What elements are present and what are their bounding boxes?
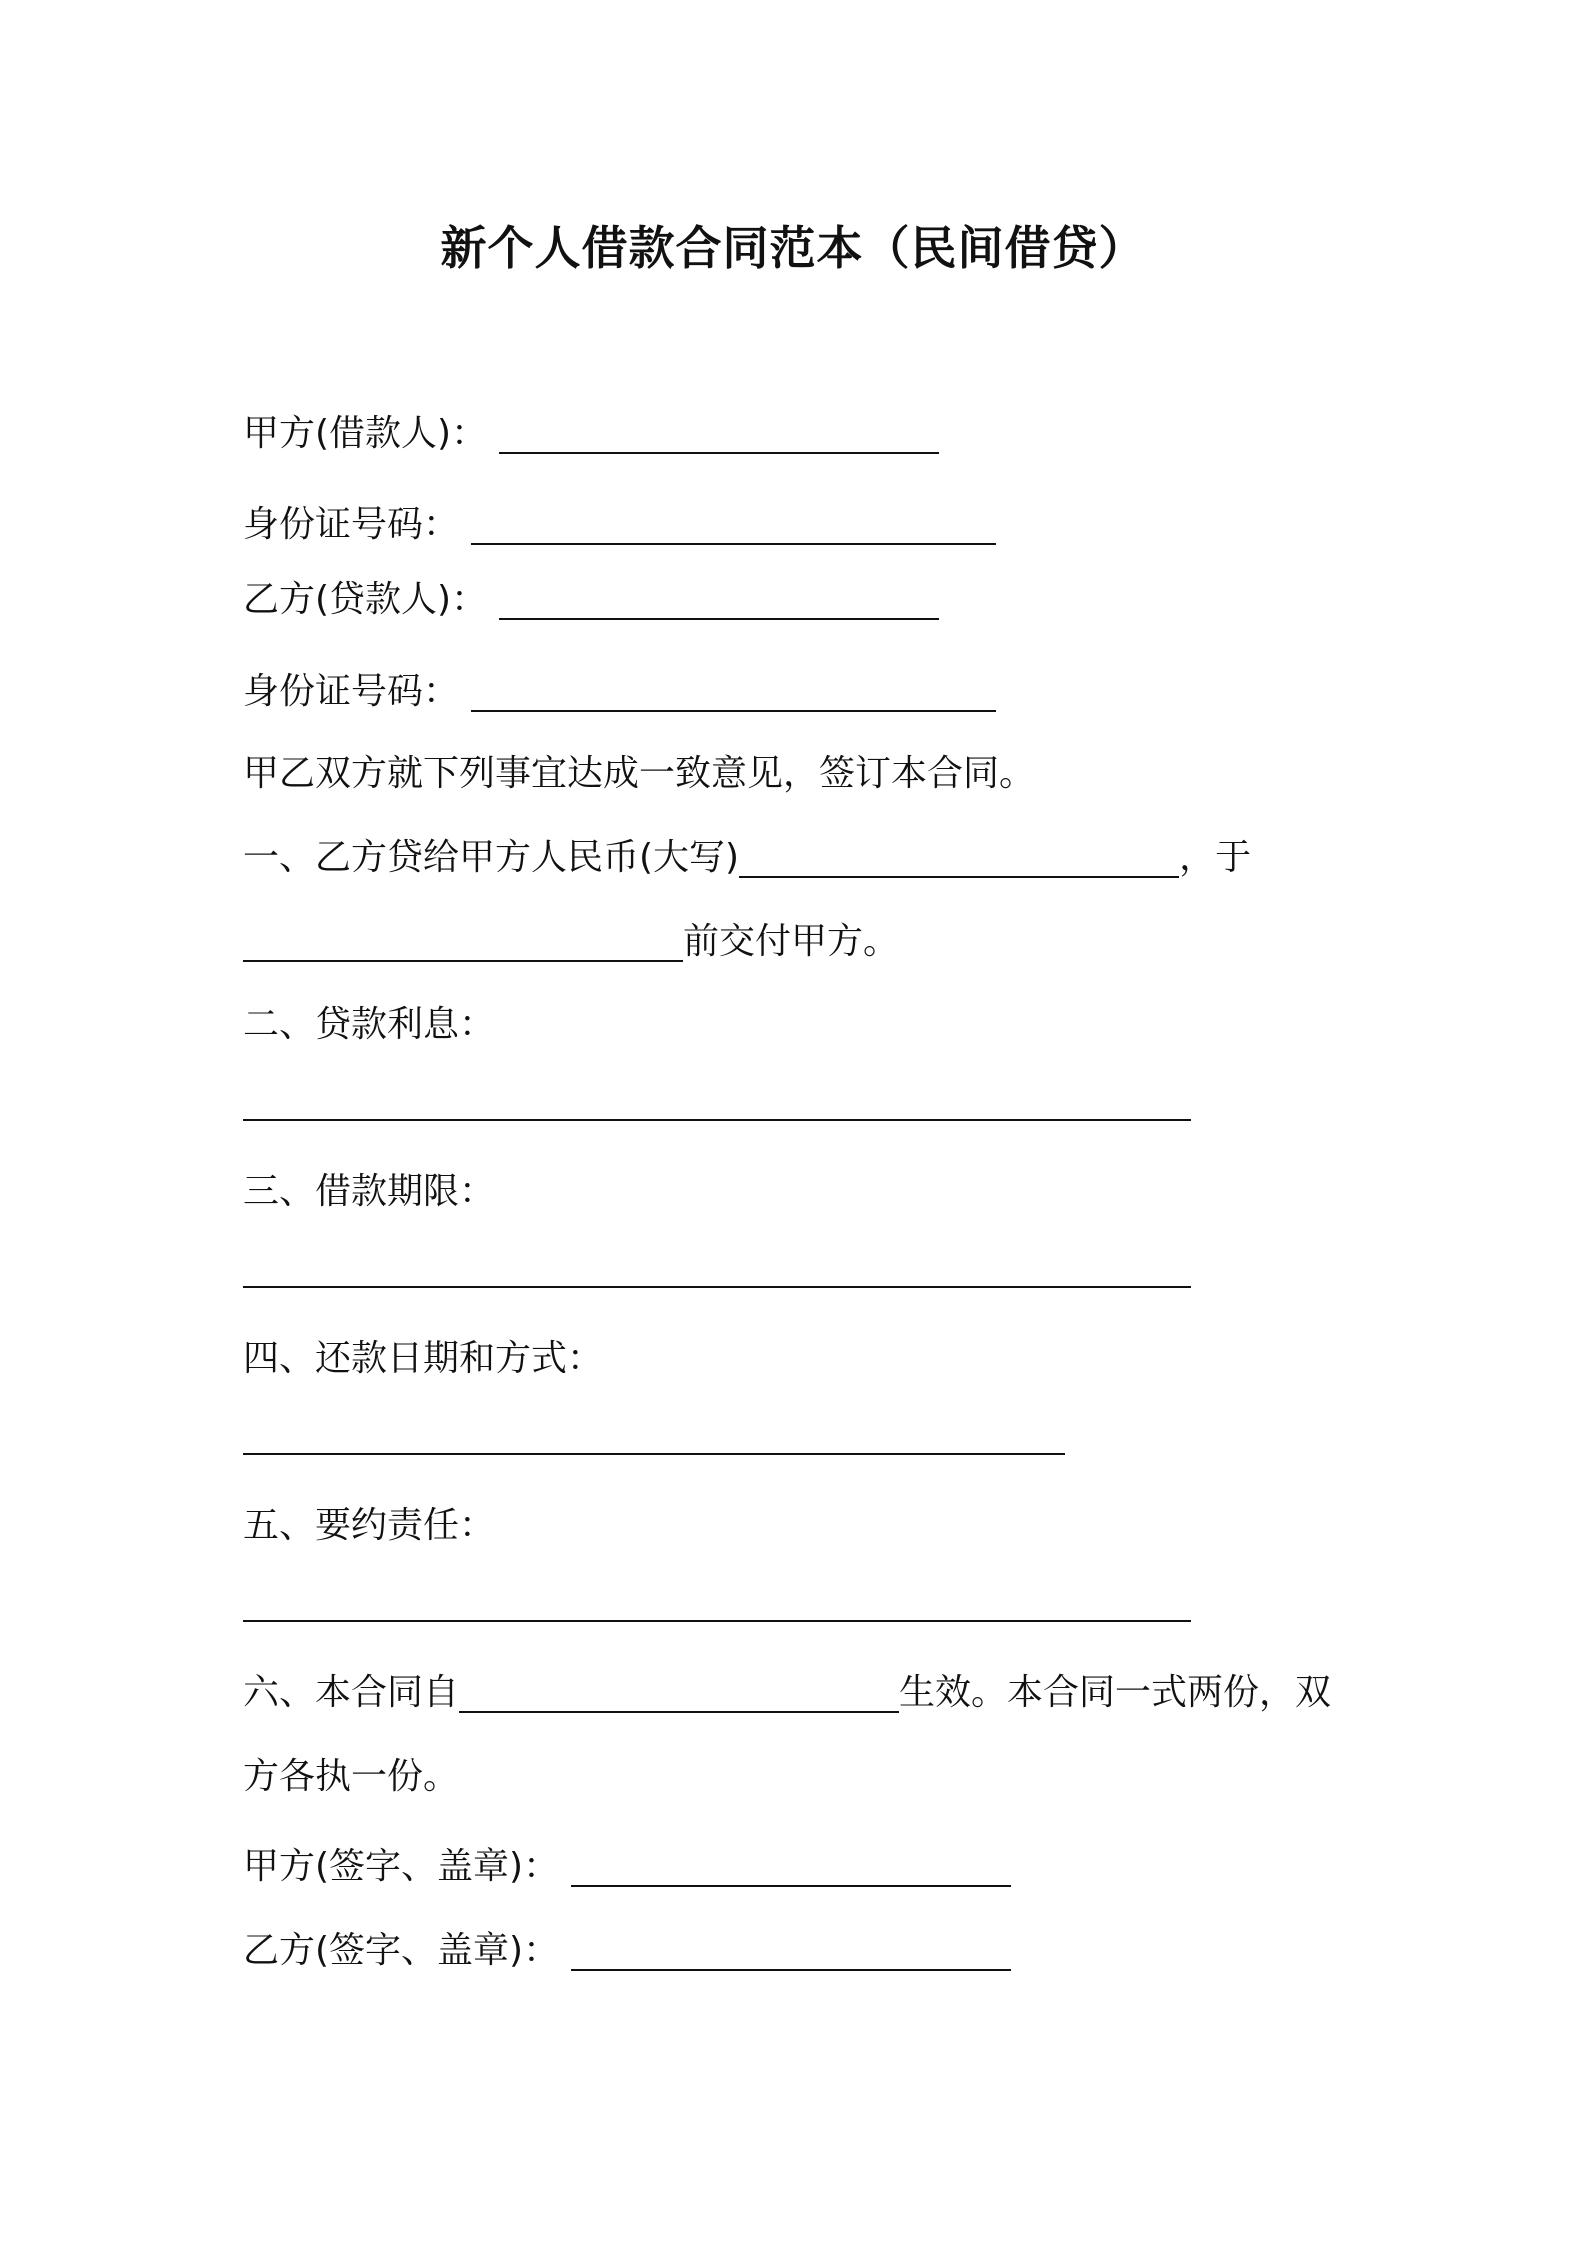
clause-6-cont: 方各执一份。 bbox=[243, 1756, 460, 1797]
sign-a-row bbox=[243, 1845, 1011, 1889]
party-a-name-field[interactable] bbox=[499, 420, 939, 454]
effective-date-field[interactable] bbox=[459, 1679, 899, 1713]
party-b-signature-field[interactable] bbox=[571, 1937, 1011, 1971]
clause-4-row bbox=[243, 1337, 603, 1381]
party-b-name-field[interactable] bbox=[499, 586, 939, 620]
clause-1-prefix: 一、乙方贷给甲方人民币(大写) bbox=[243, 837, 740, 878]
clause-1-cont-row bbox=[243, 920, 899, 964]
clause-2-row bbox=[243, 1003, 495, 1047]
liability-field[interactable] bbox=[243, 1588, 1191, 1622]
clause-5-blank-row bbox=[243, 1588, 1191, 1624]
loan-term-field[interactable] bbox=[243, 1254, 1191, 1288]
intro-text bbox=[243, 752, 1035, 796]
party-b-row bbox=[243, 578, 939, 622]
clause-6-row bbox=[243, 1671, 1331, 1715]
party-a-id-field[interactable] bbox=[471, 511, 996, 545]
document-title: 新个人借款合同范本（民间借贷） bbox=[440, 221, 1146, 275]
clause-4-label: 四、还款日期和方式： bbox=[243, 1338, 604, 1379]
party-b-label: 乙方(贷款人)： bbox=[243, 579, 488, 620]
clause-5-row bbox=[243, 1504, 495, 1548]
party-a-id-row bbox=[243, 503, 996, 547]
clause-2-label: 二、贷款利息： bbox=[243, 1004, 496, 1045]
clause-6-cont-row bbox=[243, 1755, 459, 1799]
party-a-label: 甲方(借款人)： bbox=[243, 413, 488, 454]
party-b-id-field[interactable] bbox=[471, 678, 996, 712]
party-a-signature-field[interactable] bbox=[571, 1853, 1011, 1887]
loan-amount-field[interactable] bbox=[739, 844, 1179, 878]
delivery-date-field[interactable] bbox=[243, 928, 683, 962]
id-number-label-b: 身份证号码： bbox=[243, 671, 460, 712]
clause-3-label: 三、借款期限： bbox=[243, 1171, 496, 1212]
clause-6-prefix: 六、本合同自 bbox=[243, 1672, 460, 1713]
clause-1-row bbox=[243, 836, 1251, 880]
clause-5-label: 五、要约责任： bbox=[243, 1505, 496, 1546]
clause-6-suffix: 生效。本合同一式两份，双 bbox=[899, 1672, 1332, 1713]
intro-sentence: 甲乙双方就下列事宜达成一致意见，签订本合同。 bbox=[243, 753, 1036, 794]
sign-a-label: 甲方(签字、盖章)： bbox=[243, 1846, 560, 1887]
clause-3-row bbox=[243, 1170, 495, 1214]
sign-b-row bbox=[243, 1929, 1011, 1973]
clause-1-suffix: 前交付甲方。 bbox=[683, 921, 900, 962]
clause-3-blank-row bbox=[243, 1254, 1191, 1290]
clause-4-blank-row bbox=[243, 1421, 1065, 1457]
interest-field[interactable] bbox=[243, 1087, 1191, 1121]
id-number-label-a: 身份证号码： bbox=[243, 504, 460, 545]
party-b-id-row bbox=[243, 670, 996, 714]
clause-1-mid: ，于 bbox=[1179, 837, 1252, 878]
clause-2-blank-row bbox=[243, 1087, 1191, 1123]
sign-b-label: 乙方(签字、盖章)： bbox=[243, 1930, 560, 1971]
repayment-field[interactable] bbox=[243, 1421, 1065, 1455]
party-a-row bbox=[243, 412, 939, 456]
